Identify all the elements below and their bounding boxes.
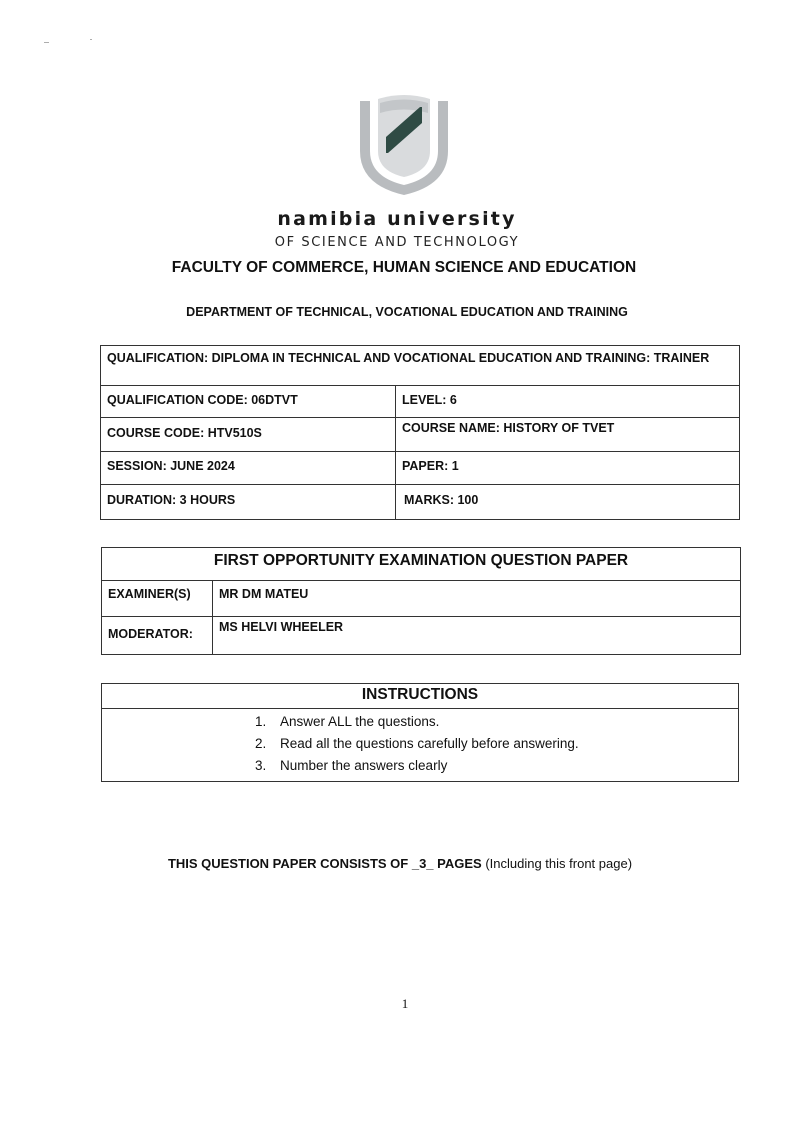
- table-row: [102, 617, 741, 655]
- pages-note-bold: THIS QUESTION PAPER CONSISTS OF _3_ PAGES: [167, 856, 482, 871]
- marks-cell: MARKS: 100: [396, 485, 740, 520]
- pages-note: [0, 856, 794, 871]
- instructions-table: [101, 683, 739, 782]
- table-row: [102, 684, 739, 709]
- table-row: [102, 548, 741, 581]
- qualification-code-cell: QUALIFICATION CODE: 06DTVT: [101, 386, 396, 418]
- faculty-heading: FACULTY OF COMMERCE, HUMAN SCIENCE AND EDUCATION: [171, 259, 637, 276]
- pages-note-normal: (Including this front page): [485, 856, 633, 871]
- instruction-number: 2.: [255, 736, 267, 751]
- table-row: [101, 452, 740, 485]
- paper-cell: PAPER: 1: [396, 452, 740, 485]
- table-row: [101, 346, 740, 386]
- session-cell: SESSION: JUNE 2024: [101, 452, 396, 485]
- duration-cell: DURATION: 3 HOURS: [101, 485, 396, 520]
- course-code-cell: COURSE CODE: HTV510S: [101, 418, 396, 452]
- table-row: [101, 485, 740, 520]
- exam-title-cell: FIRST OPPORTUNITY EXAMINATION QUESTION PAPER: [102, 548, 741, 581]
- list-item: [102, 755, 738, 777]
- table-row: [102, 709, 739, 782]
- list-item: [102, 711, 738, 733]
- scan-speck: [44, 42, 49, 43]
- scan-speck: [90, 39, 92, 40]
- university-name: namibia university: [277, 208, 517, 230]
- moderator-label: MODERATOR:: [102, 617, 213, 655]
- university-logo: [356, 93, 452, 197]
- instruction-text: Number the answers clearly: [280, 758, 448, 773]
- level-cell: LEVEL: 6: [396, 386, 740, 418]
- table-row: [101, 386, 740, 418]
- instructions-list: [102, 711, 738, 777]
- list-item: [102, 733, 738, 755]
- university-subtitle: OF SCIENCE AND TECHNOLOGY: [274, 235, 520, 250]
- table-row: [101, 418, 740, 452]
- table-row: [102, 581, 741, 617]
- instructions-title: INSTRUCTIONS: [102, 684, 739, 709]
- instruction-text: Answer ALL the questions.: [280, 714, 440, 729]
- instruction-number: 3.: [255, 758, 267, 773]
- instruction-text: Read all the questions carefully before answering.: [280, 736, 579, 751]
- page-number: 1: [401, 996, 409, 1011]
- department-heading: DEPARTMENT OF TECHNICAL, VOCATIONAL EDUCATION AND TRAINING: [186, 305, 628, 319]
- examination-table: [101, 547, 741, 655]
- examiner-value: MR DM MATEU: [213, 581, 741, 617]
- qualification-cell: QUALIFICATION: DIPLOMA IN TECHNICAL AND VOCATIONAL EDUCATION AND TRAINING: TRAINER: [101, 346, 740, 386]
- course-name-cell: COURSE NAME: HISTORY OF TVET: [396, 418, 740, 452]
- qualification-table: [100, 345, 740, 520]
- examiner-label: EXAMINER(S): [102, 581, 213, 617]
- instructions-body: [102, 709, 739, 782]
- moderator-value: MS HELVI WHEELER: [213, 617, 741, 655]
- instruction-number: 1.: [255, 714, 267, 729]
